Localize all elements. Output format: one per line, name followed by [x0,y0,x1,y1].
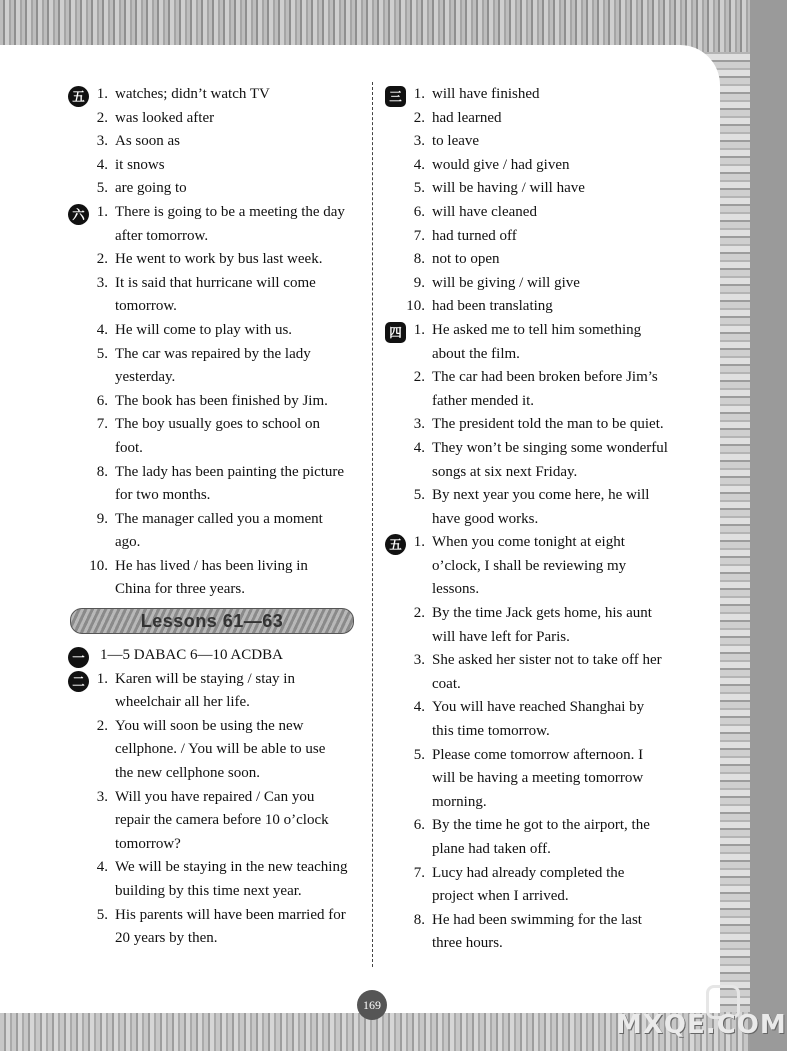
answer-line [385,107,680,131]
answer-line [68,880,360,904]
answer-text: By the time he got to the airport, the [432,817,650,834]
answer-line [68,531,360,555]
answer-text: He will come to play with us. [115,321,293,338]
answer-line [385,555,680,579]
answer-text: 1—5 DABAC 6—10 ACDBA [100,647,283,664]
answer-text: watches; didn’t watch TV [115,86,270,102]
answer-line [68,366,360,390]
item-number: 9. [413,274,425,291]
item-number: 3. [96,788,108,805]
item-number: 3. [413,652,425,669]
answer-line [68,295,360,319]
answer-text: had been translating [432,298,553,315]
section-marker: 五 [385,534,406,555]
answer-line [385,319,680,343]
answer-line [385,413,680,437]
item-number: 3. [413,416,425,433]
answer-line [68,484,360,508]
answer-text: We will be staying in the new teaching [115,859,348,876]
answer-line [385,696,680,720]
answer-line [385,602,680,626]
section-marker: 一 [68,647,89,668]
answer-text: coat. [432,675,461,692]
answer-line [385,814,680,838]
answer-line [68,668,360,692]
answer-text: yesterday. [115,369,176,386]
answer-line [68,107,360,131]
answer-line [68,343,360,367]
item-number: 1. [96,670,108,687]
answer-line [385,201,680,225]
answer-text: He asked me to tell him something [432,321,642,338]
item-number: 2. [96,717,108,734]
answer-text: By next year you come here, he will [432,487,650,504]
answer-text: foot. [115,439,143,456]
section-marker: 五 [68,86,89,107]
item-number: 2. [413,605,425,622]
answer-text: after tomorrow. [115,227,209,244]
answer-text: morning. [432,793,487,810]
answer-line [385,791,680,815]
section-marker: 六 [68,204,89,225]
answer-line [385,838,680,862]
answer-line [68,413,360,437]
answer-line [385,862,680,886]
answer-line [68,130,360,154]
section-marker: 三 [385,86,406,107]
answer-text: about the film. [432,345,520,362]
answer-text: repair the camera before 10 o’clock [115,812,329,829]
answer-text: o’clock, I shall be reviewing my [432,557,627,574]
answer-line [385,343,680,367]
answer-text: You will soon be using the new [115,717,304,734]
answer-text: to leave [432,133,480,150]
answer-text: not to open [432,251,500,268]
answer-text: Karen will be staying / stay in [115,670,295,687]
answer-text: There is going to be a meeting the day [115,203,345,220]
answer-line [385,437,680,461]
answer-line [385,649,680,673]
answer-text: They won’t be singing some wonderful [432,439,668,456]
answer-line [385,83,680,107]
answer-line [385,248,680,272]
answer-text: China for three years. [115,581,245,598]
answer-text: The car was repaired by the lady [115,345,311,362]
item-number: 7. [413,864,425,881]
item-number: 7. [413,227,425,244]
answer-line [68,786,360,810]
answer-line [68,833,360,857]
item-number: 5. [96,345,108,362]
item-number: 1. [413,534,425,551]
answer-text: songs at six next Friday. [432,463,578,480]
answer-line [385,909,680,933]
answer-text: He had been swimming for the last [432,911,642,928]
answer-line [68,578,360,602]
answer-text: it snows [115,156,165,173]
answer-line [68,248,360,272]
answer-text: father mended it. [432,392,535,409]
answer-text: The manager called you a moment [115,510,323,527]
item-number: 10. [406,298,425,315]
answer-text: By the time Jack gets home, his aunt [432,605,652,622]
item-number: 1. [413,321,425,338]
answer-text: The book has been finished by Jim. [115,392,328,409]
answer-line [385,366,680,390]
item-number: 7. [96,416,108,433]
answer-text: You will have reached Shanghai by [432,699,645,716]
item-number: 3. [96,133,108,150]
answer-text: three hours. [432,935,503,952]
answer-line [68,272,360,296]
answer-text: will be having / will have [432,180,585,197]
item-number: 3. [413,133,425,150]
item-number: 5. [96,906,108,923]
lessons-banner [70,608,354,634]
answer-text: His parents will have been married for [115,906,346,923]
section-marker: 四 [385,322,406,343]
answer-line [385,720,680,744]
item-number: 6. [413,203,425,220]
answer-line [68,154,360,178]
answer-line [385,885,680,909]
answer-line [68,809,360,833]
item-number: 5. [96,180,108,197]
item-number: 10. [89,557,108,574]
answer-line [385,484,680,508]
left-column [68,83,360,951]
answer-line [68,390,360,414]
answer-line [385,225,680,249]
answer-text: project when I arrived. [432,888,569,905]
answer-line [385,130,680,154]
answer-line [68,691,360,715]
item-number: 4. [96,156,108,173]
answer-text: would give / had given [432,156,570,173]
item-number: 8. [413,251,425,268]
answer-text: cellphone. / You will be able to use [115,741,326,758]
answer-text: will have left for Paris. [432,628,570,645]
item-number: 2. [96,251,108,268]
item-number: 6. [413,817,425,834]
answer-line [68,225,360,249]
column-divider [372,82,373,967]
answer-line [68,715,360,739]
answer-line [68,904,360,928]
watermark-text: MXQE.COM [616,1010,787,1040]
answer-text: He went to work by bus last week. [115,251,323,268]
answer-text: was looked after [115,109,215,126]
answer-text: The car had been broken before Jim’s [432,369,658,386]
item-number: 8. [413,911,425,928]
answer-line [385,673,680,697]
answer-text: will have finished [432,86,540,102]
answer-text: She asked her sister not to take off her [432,652,662,669]
answer-text: building by this time next year. [115,883,302,899]
right-column [385,83,680,956]
item-number: 1. [96,86,108,102]
answer-text: ago. [115,534,141,551]
answer-line [385,272,680,296]
answer-line [68,437,360,461]
answer-text: for two months. [115,487,211,504]
answer-line [385,390,680,414]
answer-line [68,319,360,343]
item-number: 4. [413,156,425,173]
answer-text: plane had taken off. [432,841,551,857]
answer-line [385,578,680,602]
answer-line [385,295,680,319]
answer-text: wheelchair all her life. [115,694,250,711]
answer-line [68,555,360,579]
item-number: 9. [96,510,108,527]
item-number: 1. [96,203,108,220]
answer-line [68,201,360,225]
item-number: 2. [96,109,108,126]
answer-line [385,932,680,956]
item-number: 3. [96,274,108,291]
answer-text: tomorrow? [115,835,181,852]
answer-line [68,461,360,485]
item-number: 1. [413,86,425,102]
page-number: 169 [357,990,387,1020]
answer-line [68,762,360,786]
lessons-banner-title: Lessons 61—63 [140,611,284,632]
answer-text: Lucy had already completed the [432,864,625,881]
item-number: 4. [413,439,425,456]
answer-text: had turned off [432,227,517,244]
answer-line [385,767,680,791]
item-number: 8. [96,463,108,480]
item-number: 5. [413,180,425,197]
answer-text: When you come tonight at eight [432,534,625,551]
answer-line [385,177,680,201]
answer-text: have good works. [432,510,539,527]
answer-text: As soon as [115,133,181,150]
answer-line [385,154,680,178]
answer-text: had learned [432,109,502,126]
section-marker: 二 [68,671,89,692]
answer-line [68,644,360,668]
answer-text: this time tomorrow. [432,723,550,740]
answer-line [68,177,360,201]
answer-line [385,626,680,650]
item-number: 2. [413,369,425,386]
answer-line [385,508,680,532]
item-number: 4. [96,321,108,338]
answer-text: He has lived / has been living in [115,557,308,574]
answer-line [385,744,680,768]
item-number: 5. [413,746,425,763]
answer-text: Please come tomorrow afternoon. I [432,746,644,763]
item-number: 6. [96,392,108,409]
answer-text: The lady has been painting the picture [115,463,345,480]
item-number: 4. [413,699,425,716]
answer-text: are going to [115,180,187,197]
item-number: 4. [96,859,108,876]
answer-line [68,83,360,107]
answer-text: The boy usually goes to school on [115,416,320,433]
item-number: 5. [413,487,425,504]
answer-line [68,856,360,880]
answer-text: 20 years by then. [115,930,218,947]
answer-text: Will you have repaired / Can you [115,788,315,805]
answer-line [385,461,680,485]
answer-text: will be having a meeting tomorrow [432,770,644,787]
item-number: 2. [413,109,425,126]
answer-line [68,738,360,762]
answer-text: tomorrow. [115,298,177,315]
answer-text: The president told the man to be quiet. [432,416,664,433]
answer-line [68,927,360,951]
answer-text: It is said that hurricane will come [115,274,316,291]
answer-text: the new cellphone soon. [115,765,260,782]
answer-line [385,531,680,555]
answer-text: will have cleaned [432,203,537,220]
answer-text: will be giving / will give [432,274,580,291]
answer-line [68,508,360,532]
answer-text: lessons. [432,581,480,598]
